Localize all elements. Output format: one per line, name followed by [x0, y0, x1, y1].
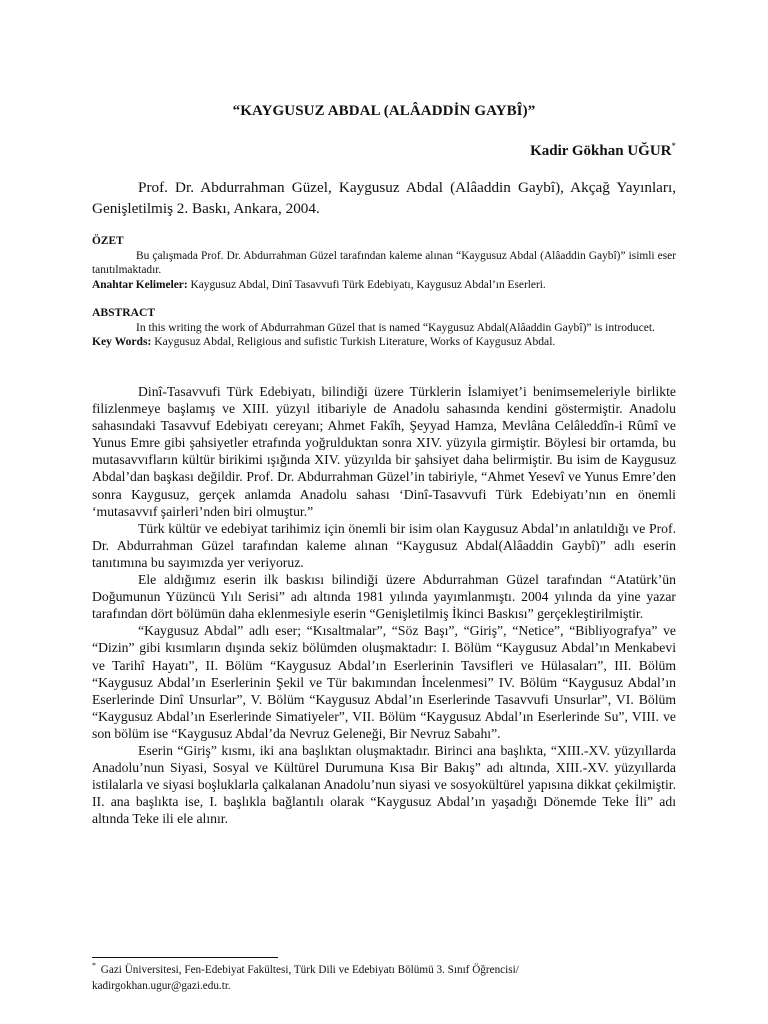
book-reference: Prof. Dr. Abdurrahman Güzel, Kaygusuz Abdal (Alâaddin Gaybî), Akçağ Yayınları, Genişletilmiş 2. Baskı, Ankara, 2004. [92, 179, 676, 217]
body-paragraph-2: Türk kültür ve edebiyat tarihimiz için önemli bir isim olan Kaygusuz Abdal’ın anlatıldığı ve Prof. Dr. Abdurrahman Güzel tarafından kaleme alınan “Kaygusuz Abdal(Alâaddin Gaybî)” adlı eserin tanıtımına bu sayımızda yer veriyoruz. [92, 520, 676, 570]
ozet-keywords [92, 279, 546, 291]
ozet-section [92, 234, 676, 292]
abstract-keywords [92, 335, 555, 348]
abstract-text: In this writing the work of Abdurrahman Güzel that is named “Kaygusuz Abdal(Alâaddin Gaybî)” is introducet. [136, 320, 656, 334]
ozet-keywords-label: Anahtar Kelimeler: [92, 278, 188, 291]
ozet-heading: ÖZET [92, 235, 124, 247]
author-footnote-mark: * [671, 141, 676, 151]
footnote-divider [92, 957, 278, 958]
abstract-heading: ABSTRACT [92, 306, 156, 319]
footnote-affiliation: Gazi Üniversitesi, Fen-Edebiyat Fakültesi, Türk Dili ve Edebiyatı Bölümü 3. Sınıf Öğrencisi/ [98, 964, 519, 976]
abstract-section [92, 306, 676, 350]
ozet-text: Bu çalışmada Prof. Dr. Abdurrahman Güzel tarafından kaleme alınan “Kaygusuz Abdal (Alâaddin Gaybî)” isimli eser tanıtılmaktadır. [92, 249, 676, 277]
review-title: “KAYGUSUZ ABDAL (ALÂADDİN GAYBÎ)” [232, 103, 536, 119]
abstract-keywords-text: Kaygusuz Abdal, Religious and sufistic Turkish Literature, Works of Kaygusuz Abdal. [151, 335, 556, 349]
author-name [530, 143, 676, 160]
footnote [92, 963, 676, 994]
body-paragraph-1: Dinî-Tasavvufi Türk Edebiyatı, bilindiği üzere Türklerin İslamiyet’i benimsemeleriyle birlikte filizlenmeye başlamış ve XIII. yüzyıl itibariyle de Anadolu sahasında kendini göstermiştir. Anadolu sahasındaki Tasavvuf Edebiyatı cereyanı; Ahmet Fakîh, Şeyyad Hamza, Mevlâna Celâleddîn-i Rûmî ve Yunus Emre gibi şahsiyetler etrafında yoğrulduktan sonra XIV. yüzyıla girmiştir. Böylesi bir ortamda, bu mutasavvıfların kültür birikimi ışığında XIV. yüzyılda bir şahsiyet daha belirmiştir. Bu isim de Kaygusuz Abdal’dan başkası değildir. Prof. Dr. Abdurrahman Güzel’in tabiriyle, “Ahmet Yesevî ve Yunus Emre’den sonra Kaygusuz, gerçek anlamda Anadolu sahası ‘Dinî-Tasavvufi Türk Edebiyatı’nın en önemli ‘mutasavvıf şairleri’nden biri olmuştur.” [92, 384, 676, 519]
body-paragraph-3: Ele aldığımız eserin ilk baskısı bilindiği üzere Abdurrahman Güzel tarafından “Atatürk’ün Doğumunun Yüzüncü Yılı Serisi” adı altında 1981 yılında yayımlanmıştı. 2004 yılında da yine yazar tarafından dört bölümün daha eklenmesiyle eserin “Genişletilmiş İkinci Baskısı” gerçekleştirilmiştir. [92, 572, 676, 622]
body-paragraph-5: Eserin “Giriş” kısmı, iki ana başlıktan oluşmaktadır. Birinci ana başlıkta, “XIII.-XV. yüzyıllarda Anadolu’nun Siyasi, Sosyal ve Kültürel Durumuna Kısa Bir Bakış” adı altında, XIII.-XV. yüzyıllarda istilalarla ve siyasi boşluklarla çalkalanan Anadolu’nun siyasi ve sosyokültürel yapısına dikkat çekilmiştir. II. ana başlıkta ise, I. başlıkla bağlantılı olarak “Kaygusuz Abdal’ın yaşadığı Dönemde Teke İli” adı altında Teke ili ele alınır. [92, 742, 676, 827]
footnote-line-1 [92, 963, 676, 979]
footnote-mark: * [92, 961, 96, 971]
author-name-text: Kadir Gökhan UĞUR [530, 143, 672, 159]
abstract-keywords-label: Key Words: [92, 335, 152, 349]
body-paragraph-4: “Kaygusuz Abdal” adlı eser; “Kısaltmalar”, “Söz Başı”, “Giriş”, “Netice”, “Bibliyografya” ve “Dizin” gibi kısımların dışında sekiz bölümden oluşmaktadır: I. Bölüm “Kaygusuz Abdal’ın Menkabevi ve Tarihî Hayatı”, II. Bölüm “Kaygusuz Abdal’ın Eserlerinin Tavsifleri ve Hülasaları”, III. Bölüm “Kaygusuz Abdal’ın Eserlerinin Şekil ve Tür bakımından İncelenmesi” IV. Bölüm “Kaygusuz Abdal’ın Eserlerinde Dinî Unsurlar”, V. Bölüm “Kaygusuz Abdal’ın Eserlerinde Tasavvufi Unsurlar”, VI. Bölüm “Kaygusuz Abdal’ın Eserlerinde Simatiyeler”, VII. Bölüm “Kaygusuz Abdal’ın Eserlerinde Su”, VIII. ve son bölüm ise “Kaygusuz Abdal’da Nevruz Geleneği, Bir Nevruz Sabahı”. [92, 623, 676, 741]
ozet-keywords-text: Kaygusuz Abdal, Dinî Tasavvufi Türk Edebiyatı, Kaygusuz Abdal’ın Eserleri. [187, 278, 546, 291]
footnote-email[interactable]: kadirgokhan.ugur@gazi.edu.tr. [92, 979, 231, 992]
body-text [92, 383, 676, 827]
